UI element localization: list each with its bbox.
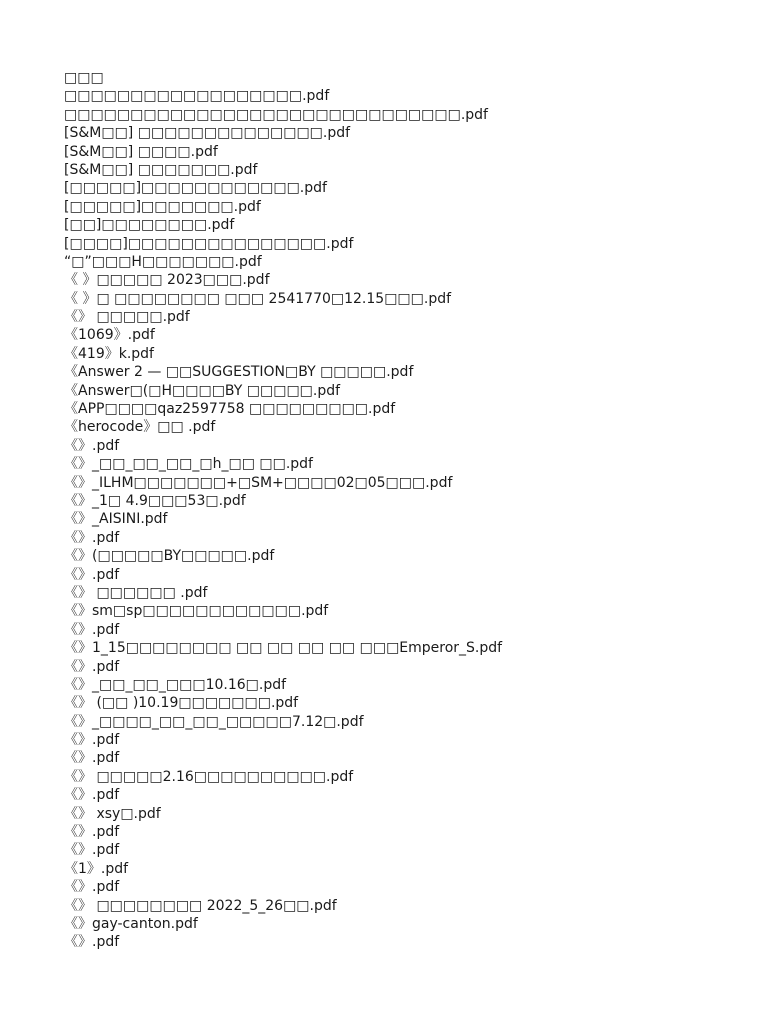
- file-entry: 《》.pdf: [64, 824, 120, 841]
- file-entry: “□”□□□H□□□□□□□.pdf: [64, 253, 262, 270]
- file-list-page: [64, 69, 744, 952]
- file-entry: 《》gay-canton.pdf: [64, 915, 198, 932]
- file-entry: 《》.pdf: [64, 750, 120, 767]
- file-entry: 《 》□ □□□□□□□□ □□□ 2541770□12.15□□□.pdf: [64, 290, 452, 307]
- file-entry: 《》.pdf: [64, 658, 120, 675]
- file-entry: 《》_ILHM□□□□□□□+□SM+□□□□02□05□□□.pdf: [64, 474, 453, 491]
- file-entry: [S&M□□] □□□□.pdf: [64, 143, 218, 160]
- file-entry: 《》 □□□□□.pdf: [64, 309, 190, 326]
- file-entry: 《1069》.pdf: [64, 327, 155, 344]
- file-entry: 《》.pdf: [64, 529, 120, 546]
- file-entry: 《》_□□_□□_□□□10.16□.pdf: [64, 676, 287, 693]
- file-entry: 《》.pdf: [64, 621, 120, 638]
- file-entry: 《》.pdf: [64, 879, 120, 896]
- file-entry: 《》.pdf: [64, 934, 120, 951]
- file-entry: 《》.pdf: [64, 437, 120, 454]
- file-entry: 《》_□□□□_□□_□□_□□□□□7.12□.pdf: [64, 713, 364, 730]
- file-entry: 《APP□□□□qaz2597758 □□□□□□□□□.pdf: [64, 401, 396, 418]
- file-entry: 《》 □□□□□□ .pdf: [64, 584, 208, 601]
- file-entry: [S&M□□] □□□□□□□□□□□□□□.pdf: [64, 125, 351, 142]
- file-entry: [□□□□□]□□□□□□□□□□□□.pdf: [64, 180, 327, 197]
- file-entry: 《》.pdf: [64, 566, 120, 583]
- file-entry: [□□]□□□□□□□□.pdf: [64, 217, 235, 234]
- file-entry: 《》.pdf: [64, 787, 120, 804]
- file-entry: 《》_1□ 4.9□□□53□.pdf: [64, 492, 246, 509]
- file-entry: 《 》□□□□□ 2023□□□.pdf: [64, 272, 270, 289]
- file-entry: 《》1_15□□□□□□□□ □□ □□ □□ □□ □□□Emperor_S.pdf: [64, 640, 503, 657]
- file-entry: 《》 (□□ )10.19□□□□□□□.pdf: [64, 695, 299, 712]
- file-entry: 《》(□□□□□BY□□□□□.pdf: [64, 548, 275, 565]
- file-entry: [S&M□□] □□□□□□□.pdf: [64, 161, 258, 178]
- file-entry: 《Answer 2 — □□SUGGESTION□BY □□□□□.pdf: [64, 364, 414, 381]
- page-heading: □□□: [64, 70, 104, 86]
- file-entry: [□□□□□]□□□□□□□.pdf: [64, 198, 261, 215]
- file-entry: 《》.pdf: [64, 842, 120, 859]
- file-entry: 《》_□□_□□_□□_□h_□□ □□.pdf: [64, 456, 313, 473]
- file-entry: 《》_AISINI.pdf: [64, 511, 168, 528]
- file-entry: 《herocode》□□ .pdf: [64, 419, 216, 436]
- file-entry: 《》.pdf: [64, 732, 120, 749]
- file-entry: □□□□□□□□□□□□□□□□□□□□□□□□□□□□□□.pdf: [64, 106, 488, 123]
- file-entry: 《419》k.pdf: [64, 345, 154, 362]
- file-entry: [□□□□]□□□□□□□□□□□□□□□.pdf: [64, 235, 354, 252]
- file-entry: 《1》.pdf: [64, 860, 129, 877]
- file-entry: 《Answer□(□H□□□□BY □□□□□.pdf: [64, 382, 341, 399]
- file-entry: 《》 □□□□□2.16□□□□□□□□□□.pdf: [64, 768, 354, 785]
- file-entry: 《》 □□□□□□□□ 2022_5_26□□.pdf: [64, 897, 337, 914]
- file-entry: 《》 xsy□.pdf: [64, 805, 161, 822]
- file-entry: 《》sm□sp□□□□□□□□□□□□.pdf: [64, 603, 329, 620]
- file-entry: □□□□□□□□□□□□□□□□□□.pdf: [64, 88, 330, 105]
